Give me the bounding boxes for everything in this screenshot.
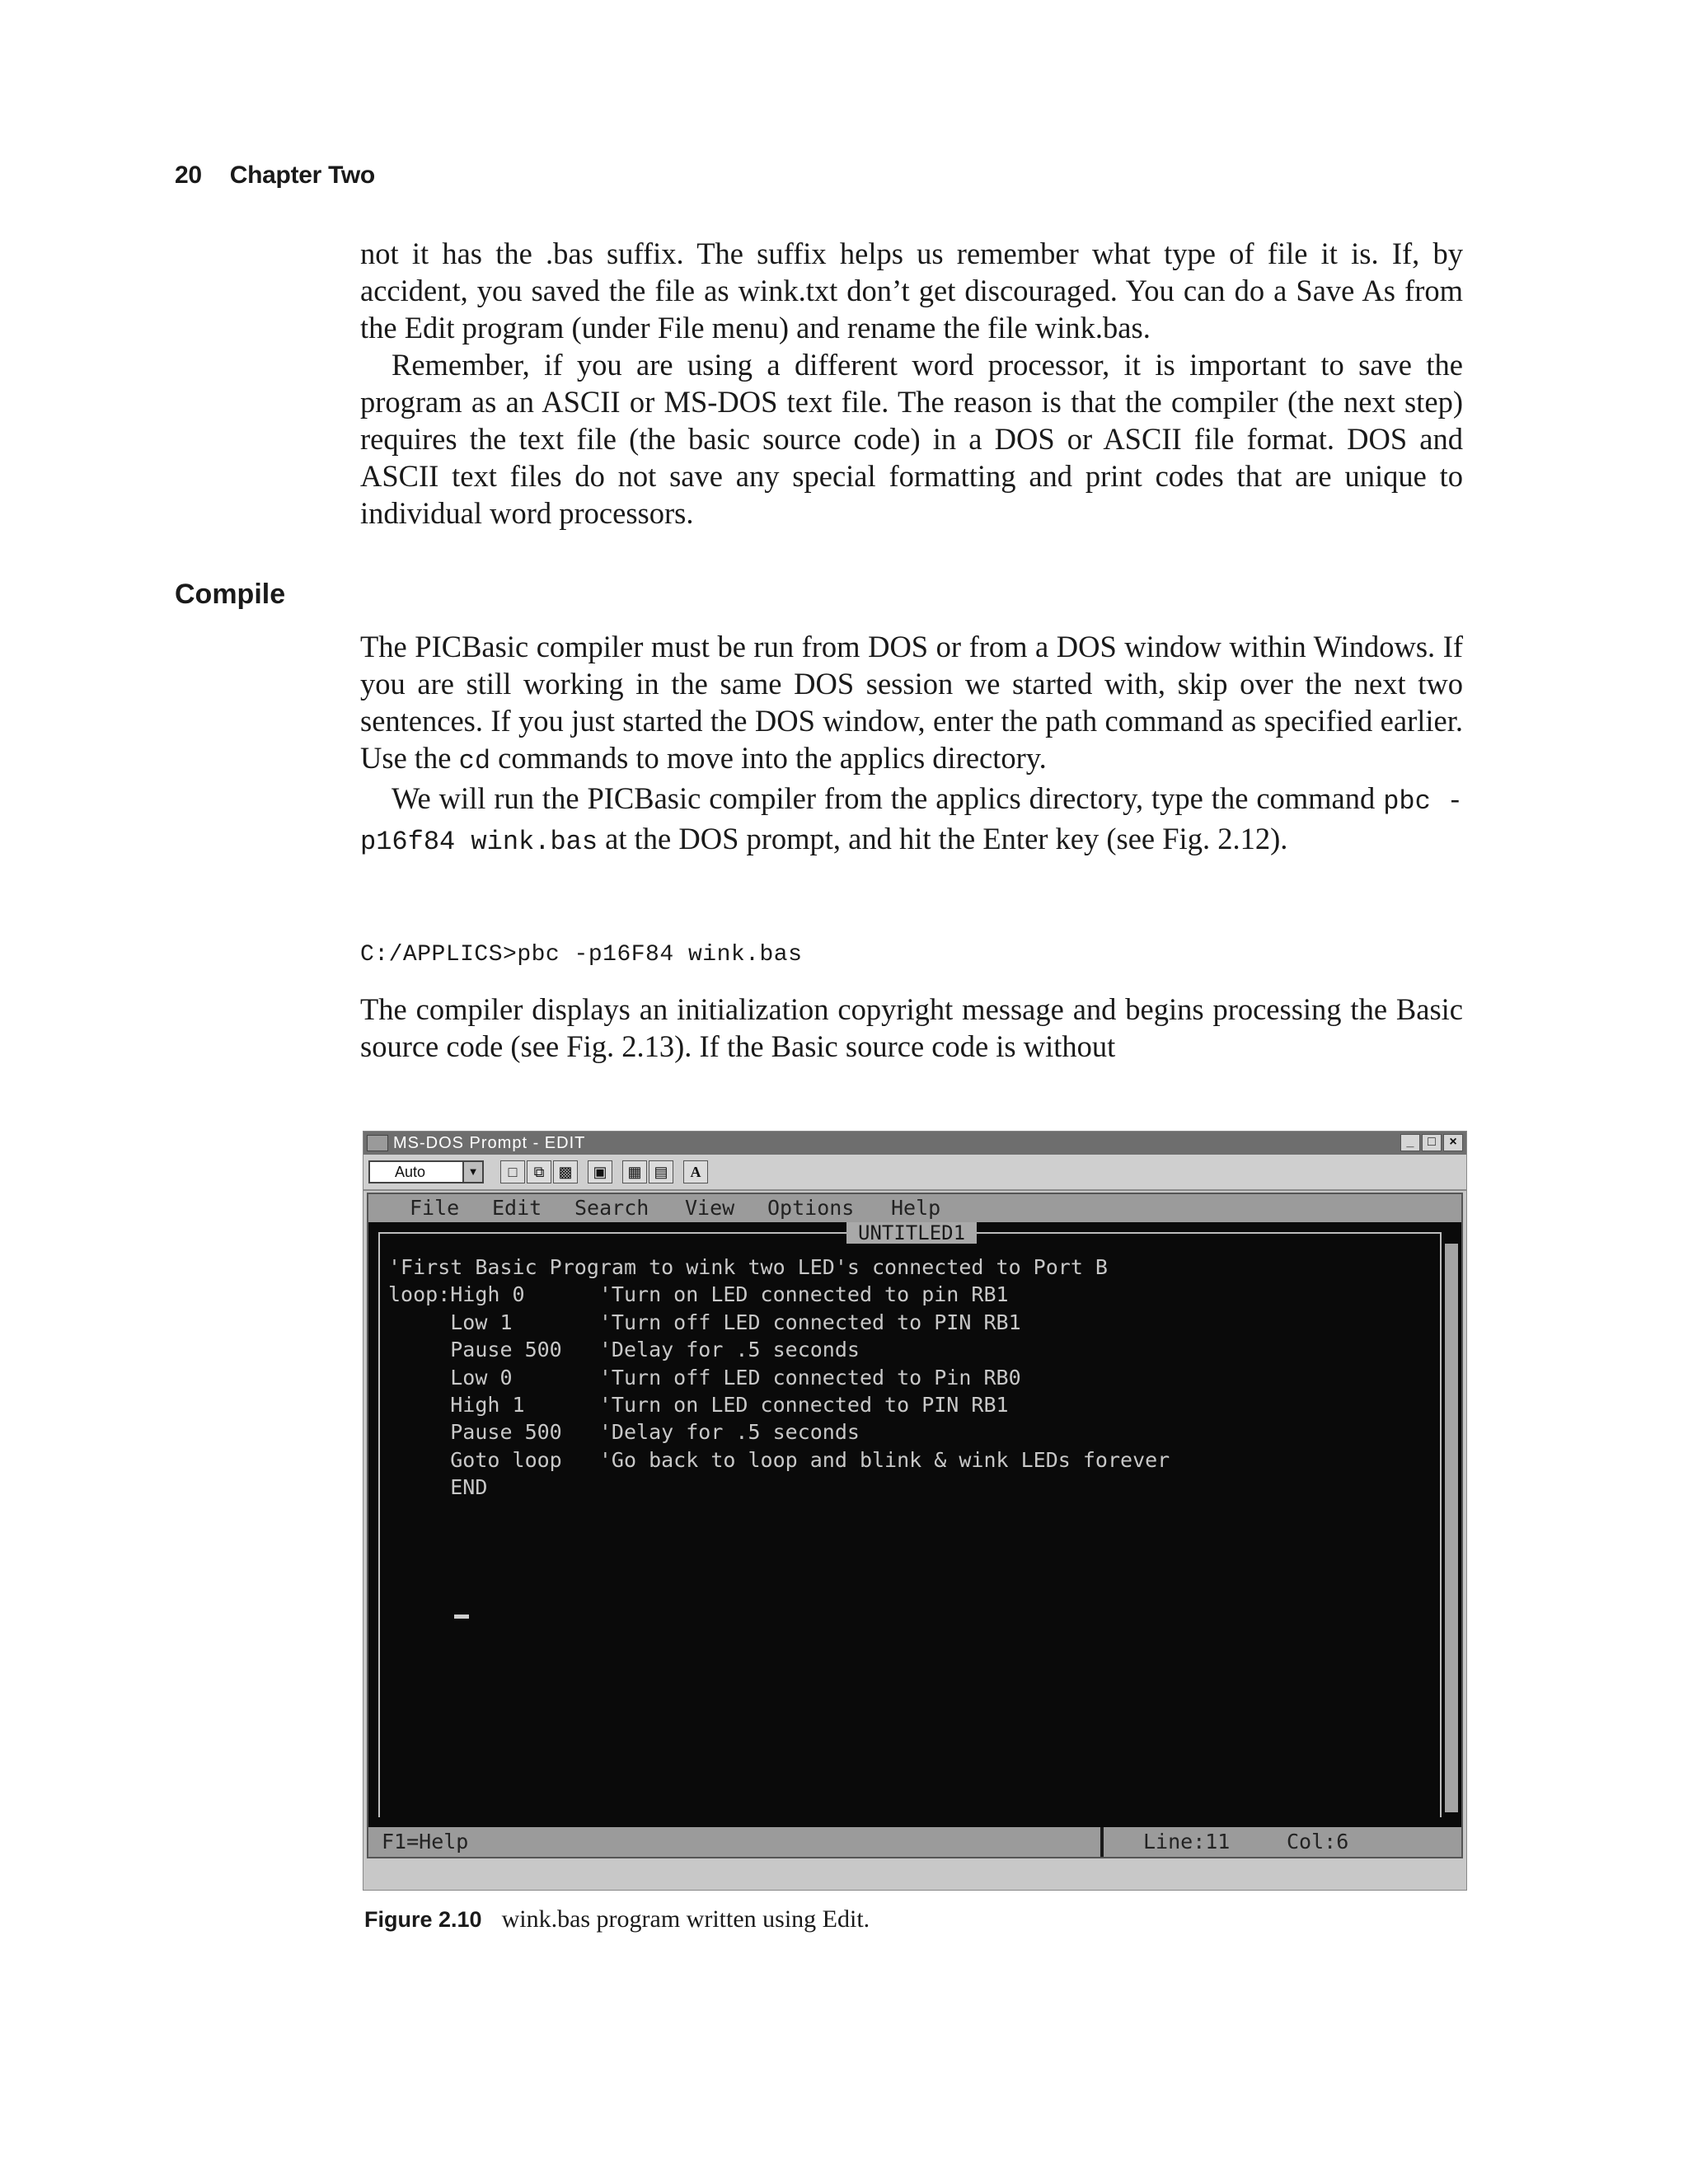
status-bar <box>368 1827 1461 1857</box>
window-titlebar <box>363 1132 1466 1155</box>
figure-screenshot <box>363 1131 1467 1891</box>
code-line: Low 1 'Turn off LED connected to PIN RB1 <box>388 1310 1021 1334</box>
paragraph: not it has the .bas suffix. The suffix helps us remember what type of file it is. If, by accident, you saved the file as wink.txt don’t get discouraged. You can do a Save As from the Edit program (under File menu) and rename the file wink.bas. <box>360 237 1463 344</box>
status-divider <box>1100 1827 1104 1857</box>
background-icon[interactable]: ▤ <box>649 1160 673 1183</box>
menu-help[interactable]: Help <box>891 1196 941 1220</box>
font-size-value: Auto <box>395 1164 426 1180</box>
code-area[interactable] <box>388 1254 1170 1502</box>
mark-icon[interactable]: □ <box>500 1160 525 1183</box>
msdos-icon <box>367 1135 388 1151</box>
section-heading: Compile <box>175 579 286 610</box>
code-line: Pause 500 'Delay for .5 seconds <box>388 1338 860 1362</box>
code-line: Pause 500 'Delay for .5 seconds <box>388 1420 860 1445</box>
status-col: Col:6 <box>1287 1830 1349 1854</box>
code-line: Low 0 'Turn off LED connected to Pin RB0 <box>388 1365 1021 1390</box>
paragraph <box>360 628 1463 780</box>
edit-window <box>367 1193 1463 1858</box>
figure-label: Figure 2.10 <box>364 1907 482 1932</box>
chapter-title: Chapter Two <box>229 162 375 189</box>
text-run: commands to move into the applics directory. <box>490 741 1047 775</box>
menu-options[interactable]: Options <box>767 1196 855 1220</box>
toolbar <box>363 1155 1466 1191</box>
menu-view[interactable]: View <box>685 1196 735 1220</box>
document-title: UNTITLED1 <box>846 1222 977 1244</box>
inline-code: cd <box>458 746 491 776</box>
vertical-scrollbar[interactable] <box>1445 1244 1458 1812</box>
code-line: END <box>388 1475 488 1500</box>
status-line: Line:11 <box>1143 1830 1231 1854</box>
code-line: High 1 'Turn on LED connected to PIN RB1 <box>388 1393 1009 1418</box>
code-line: 'First Basic Program to wink two LED's connected to Port B <box>388 1255 1108 1279</box>
menu-search[interactable]: Search <box>574 1196 649 1220</box>
figure-caption <box>364 1905 870 1933</box>
copy-icon[interactable]: ⧉ <box>527 1160 551 1183</box>
after-command-text <box>360 991 1463 1065</box>
caption-text: wink.bas program written using Edit. <box>501 1905 870 1933</box>
compile-text <box>360 628 1463 860</box>
code-line: loop:High 0 'Turn on LED connected to pin RB1 <box>388 1282 1009 1307</box>
running-head <box>175 162 375 190</box>
minimize-icon[interactable]: _ <box>1400 1134 1420 1151</box>
paragraph: The compiler displays an initialization copyright message and begins processing the Basic source code (see Fig. 2.13). If the Basic source code is without <box>360 992 1463 1063</box>
font-size-select[interactable] <box>368 1160 484 1183</box>
chevron-down-icon[interactable]: ▼ <box>462 1162 482 1182</box>
font-icon[interactable]: A <box>683 1160 708 1183</box>
code-line: Goto loop 'Go back to loop and blink & wink LEDs forever <box>388 1447 1170 1472</box>
paste-icon[interactable]: ▩ <box>553 1160 578 1183</box>
paragraph <box>360 780 1463 860</box>
window-title: MS-DOS Prompt - EDIT <box>393 1134 586 1152</box>
text-cursor <box>454 1615 469 1619</box>
close-icon[interactable]: × <box>1443 1134 1463 1151</box>
paragraph: Remember, if you are using a different word processor, it is important to save the program as an ASCII or MS-DOS text file. The reason is that the compiler (the next step) requires the text file (the basic source code) in a DOS or ASCII file format. DOS and ASCII text files do not save any special formatting and print codes that are unique to individual word processors. <box>360 348 1463 530</box>
window-controls <box>1400 1134 1463 1151</box>
fullscreen-icon[interactable]: ▣ <box>588 1160 612 1183</box>
text-run: at the DOS prompt, and hit the Enter key (see Fig. 2.12). <box>598 822 1288 855</box>
maximize-icon[interactable]: □ <box>1422 1134 1442 1151</box>
text-run: We will run the PICBasic compiler from the applics directory, type the command <box>392 781 1384 815</box>
status-help: F1=Help <box>382 1830 469 1854</box>
inline-code: pbc -p16f84 wink.bas <box>360 786 1464 857</box>
command-line: C:/APPLICS>pbc -p16F84 wink.bas <box>360 942 803 968</box>
menu-bar <box>368 1194 1461 1222</box>
text-run: The PICBasic compiler must be run from DOS or from a DOS window within Windows. If you are still working in the same DOS session we started with, skip over the next two sentences. If you just started the DOS window, enter the path command as specified earlier. Use the <box>360 630 1463 775</box>
menu-file[interactable]: File <box>410 1196 460 1220</box>
page-number: 20 <box>175 162 202 189</box>
intro-text <box>360 235 1463 532</box>
properties-icon[interactable]: ▦ <box>622 1160 647 1183</box>
menu-edit[interactable]: Edit <box>492 1196 542 1220</box>
